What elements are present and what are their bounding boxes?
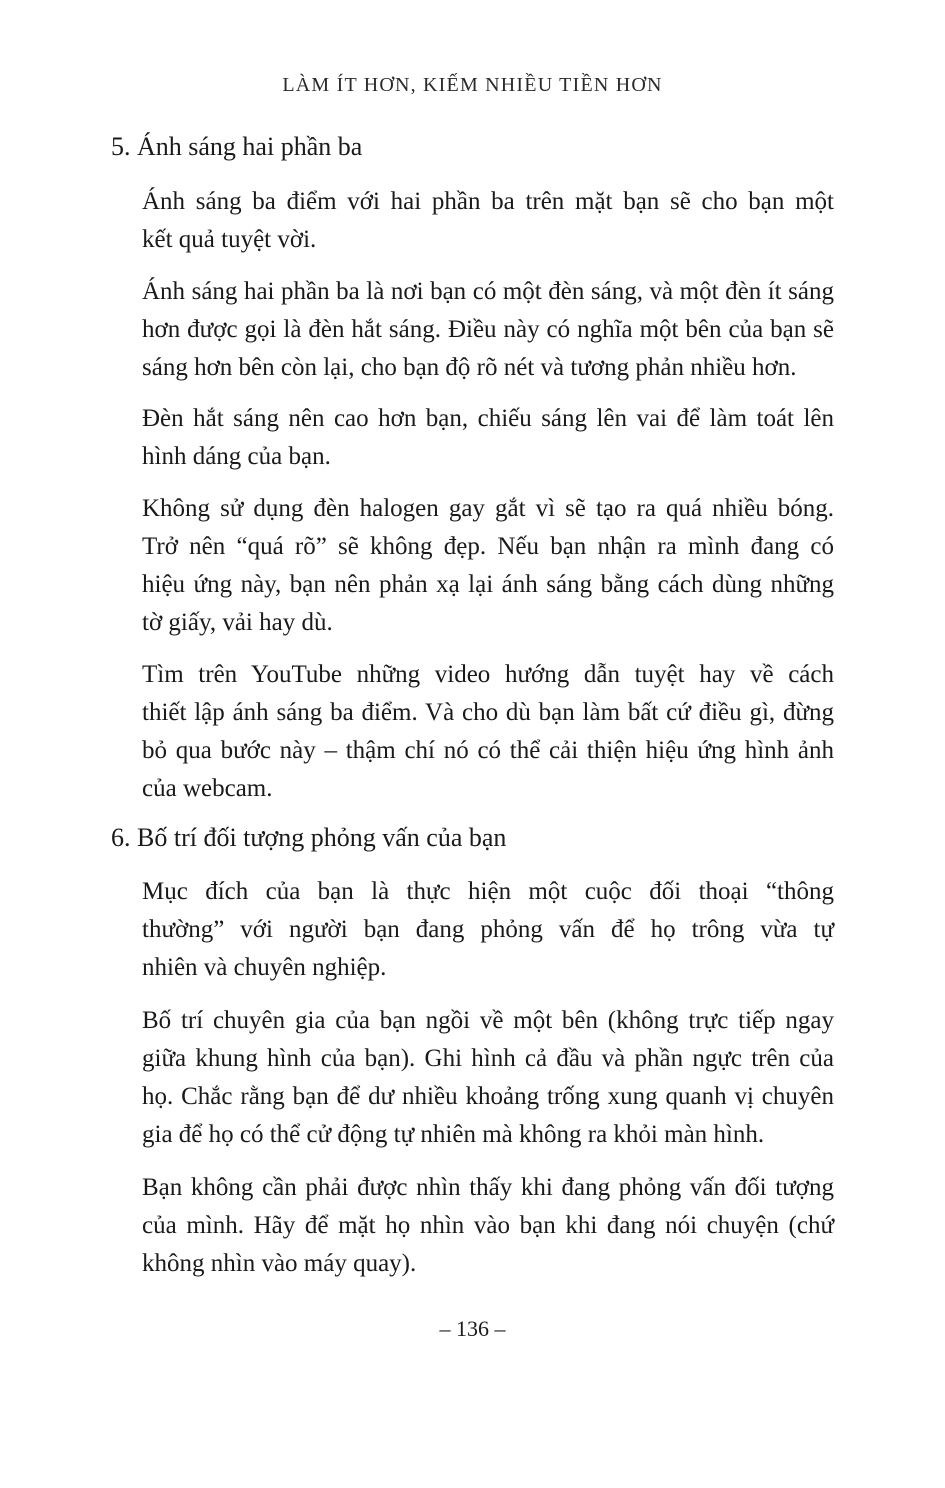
- paragraph: [142, 1169, 834, 1283]
- section-heading-5: 5. Ánh sáng hai phần ba: [111, 132, 363, 161]
- running-header: LÀM ÍT HƠN, KIẾM NHIỀU TIỀN HƠN: [282, 74, 663, 96]
- text-line: Trở nên “quá rõ” sẽ không đẹp. Nếu bạn nhận ra mình đang có: [142, 533, 834, 560]
- text-line: thiết lập ánh sáng ba điểm. Và cho dù bạn làm bất cứ điều gì, đừng: [142, 699, 834, 726]
- paragraph: [142, 183, 834, 259]
- text-line: hơn được gọi là đèn hắt sáng. Điều này có nghĩa một bên của bạn sẽ: [142, 316, 834, 343]
- text-line: hiệu ứng này, bạn nên phản xạ lại ánh sáng bằng cách dùng những: [142, 571, 834, 598]
- text-line: giữa khung hình của bạn). Ghi hình cả đầu và phần ngực trên của: [142, 1045, 834, 1072]
- text-line: tờ giấy, vải hay dù.: [142, 609, 333, 636]
- text-line: bỏ qua bước này – thậm chí nó có thể cải thiện hiệu ứng hình ảnh: [142, 737, 834, 764]
- text-line: thường” với người bạn đang phỏng vấn để họ trông vừa tự: [142, 916, 834, 943]
- text-line: của webcam.: [142, 775, 273, 802]
- paragraph: [142, 400, 834, 476]
- text-line: Mục đích của bạn là thực hiện một cuộc đối thoại “thông: [142, 878, 834, 905]
- text-line: gia để họ có thể cử động tự nhiên mà không ra khỏi màn hình.: [142, 1121, 765, 1148]
- text-line: Bạn không cần phải được nhìn thấy khi đang phỏng vấn đối tượng: [142, 1174, 834, 1201]
- page-number: – 136 –: [439, 1316, 506, 1341]
- text-line: sáng hơn bên còn lại, cho bạn độ rõ nét và tương phản nhiều hơn.: [142, 354, 797, 381]
- paragraph: [142, 873, 834, 987]
- text-line: hình dáng của bạn.: [142, 443, 331, 470]
- text-line: họ. Chắc rằng bạn để dư nhiều khoảng trống xung quanh vị chuyên: [142, 1083, 834, 1110]
- text-line: Ánh sáng hai phần ba là nơi bạn có một đèn sáng, và một đèn ít sáng: [142, 278, 834, 305]
- text-line: kết quả tuyệt vời.: [142, 226, 317, 253]
- text-line: Bố trí chuyên gia của bạn ngồi về một bên (không trực tiếp ngay: [142, 1007, 834, 1034]
- text-line: nhiên và chuyên nghiệp.: [142, 954, 387, 981]
- section-heading-6: 6. Bố trí đối tượng phỏng vấn của bạn: [111, 823, 507, 852]
- text-line: Đèn hắt sáng nên cao hơn bạn, chiếu sáng lên vai để làm toát lên: [142, 405, 834, 432]
- text-line: không nhìn vào máy quay).: [142, 1250, 417, 1277]
- paragraph: [142, 490, 834, 642]
- paragraph: [142, 1002, 834, 1154]
- paragraph: [142, 656, 834, 808]
- paragraph: [142, 273, 834, 387]
- text-line: của mình. Hãy để mặt họ nhìn vào bạn khi đang nói chuyện (chứ: [142, 1212, 834, 1239]
- text-line: Tìm trên YouTube những video hướng dẫn tuyệt hay về cách: [142, 661, 834, 688]
- text-line: Ánh sáng ba điểm với hai phần ba trên mặt bạn sẽ cho bạn một: [142, 188, 834, 215]
- text-line: Không sử dụng đèn halogen gay gắt vì sẽ tạo ra quá nhiều bóng.: [142, 495, 834, 522]
